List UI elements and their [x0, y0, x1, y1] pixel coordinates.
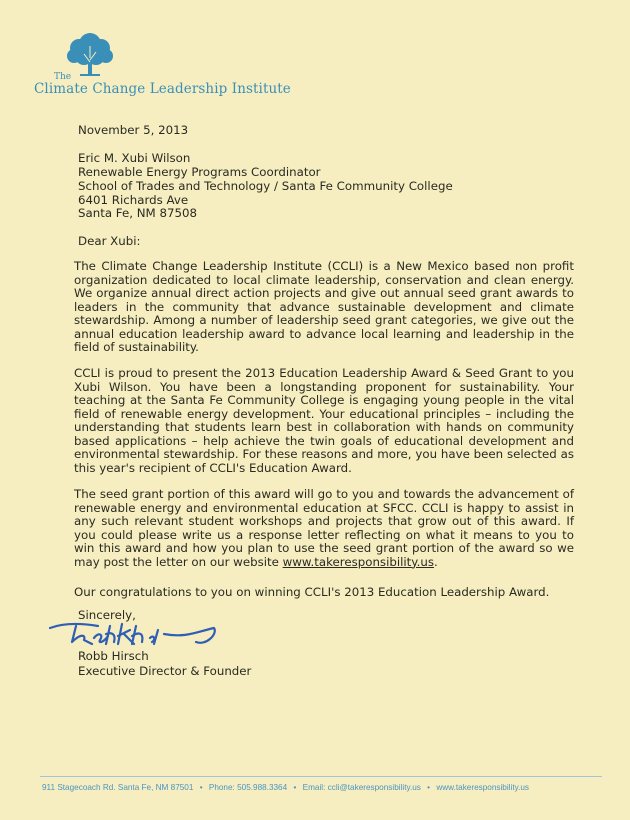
signer-name: Robb Hirsch — [78, 649, 149, 663]
paragraph-text-main: The seed grant portion of this award will go to you and towards the advancement of renewable energy and environmental education at SFCC. CCLI is happy to assist in any such relevant student workshops and projects that grow out of this award. If you could please write us a response letter reflecting on what it means to you to win this award and how you plan to use the seed grant portion of the award so we may post the letter on our website — [74, 487, 574, 569]
footer-separator: • — [199, 783, 203, 792]
footer-divider — [40, 776, 602, 777]
letterhead-footer — [42, 783, 612, 792]
salutation: Dear Xubi: — [78, 234, 141, 248]
body-paragraph-3 — [74, 488, 574, 569]
recipient-name: Eric M. Xubi Wilson — [78, 151, 191, 165]
org-prefix: The — [54, 72, 72, 82]
recipient-street: 6401 Richards Ave — [78, 193, 189, 207]
recipient-organization: School of Trades and Technology / Santa Fe Community College — [78, 179, 453, 193]
signer-title: Executive Director & Founder — [78, 664, 252, 678]
body-paragraph-2 — [74, 367, 574, 475]
paragraph-end: . — [433, 554, 438, 569]
footer-website[interactable]: www.takeresponsibility.us — [436, 783, 530, 792]
letter-date: November 5, 2013 — [78, 123, 189, 137]
footer-separator: • — [427, 783, 431, 792]
org-name: Climate Change Leadership Institute — [34, 81, 291, 97]
body-paragraph-4: Our congratulations to you on winning CCLI's 2013 Education Leadership Award. — [74, 585, 550, 599]
recipient-title: Renewable Energy Programs Coordinator — [78, 165, 321, 179]
recipient-city: Santa Fe, NM 87508 — [78, 206, 197, 220]
paragraph-text: CCLI is proud to present the 2013 Education Leadership Award & Seed Grant to you Xubi Wilson. You have been a longstanding proponent for sustainability. Your teaching at the Santa Fe Community College is engaging young people in the vital field of renewable energy development. Your educational principles – including the understanding that students learn best in collaboration with hands on community based applications – help achieve the twin goals of educational development and environmental stewardship. For these reasons and more, you have been selected as this year's recipient of CCLI's Education Award. — [74, 366, 574, 475]
footer-address: 911 Stagecoach Rd. Santa Fe, NM 87501 — [42, 783, 194, 792]
paragraph-text: The Climate Change Leadership Institute (CCLI) is a New Mexico based non profit organization dedicated to local climate leadership, conservation and clean energy. We organize annual direct action projects and give out annual seed grant awards to leaders in the community that advance sustainable development and climate stewardship. Among a number of leadership seed grant categories, we give out the annual education leadership award to advance local learning and leadership in the field of sustainability. — [74, 259, 574, 354]
footer-separator: • — [293, 783, 297, 792]
website-link[interactable]: www.takeresponsibility.us — [282, 554, 434, 569]
footer-phone: Phone: 505.988.3364 — [208, 783, 288, 792]
handwritten-signature — [46, 616, 226, 652]
body-paragraph-1 — [74, 260, 574, 355]
paragraph-text — [74, 488, 574, 569]
footer-email[interactable]: Email: ccli@takeresponsibility.us — [302, 783, 421, 792]
valediction: Sincerely, — [78, 608, 136, 622]
